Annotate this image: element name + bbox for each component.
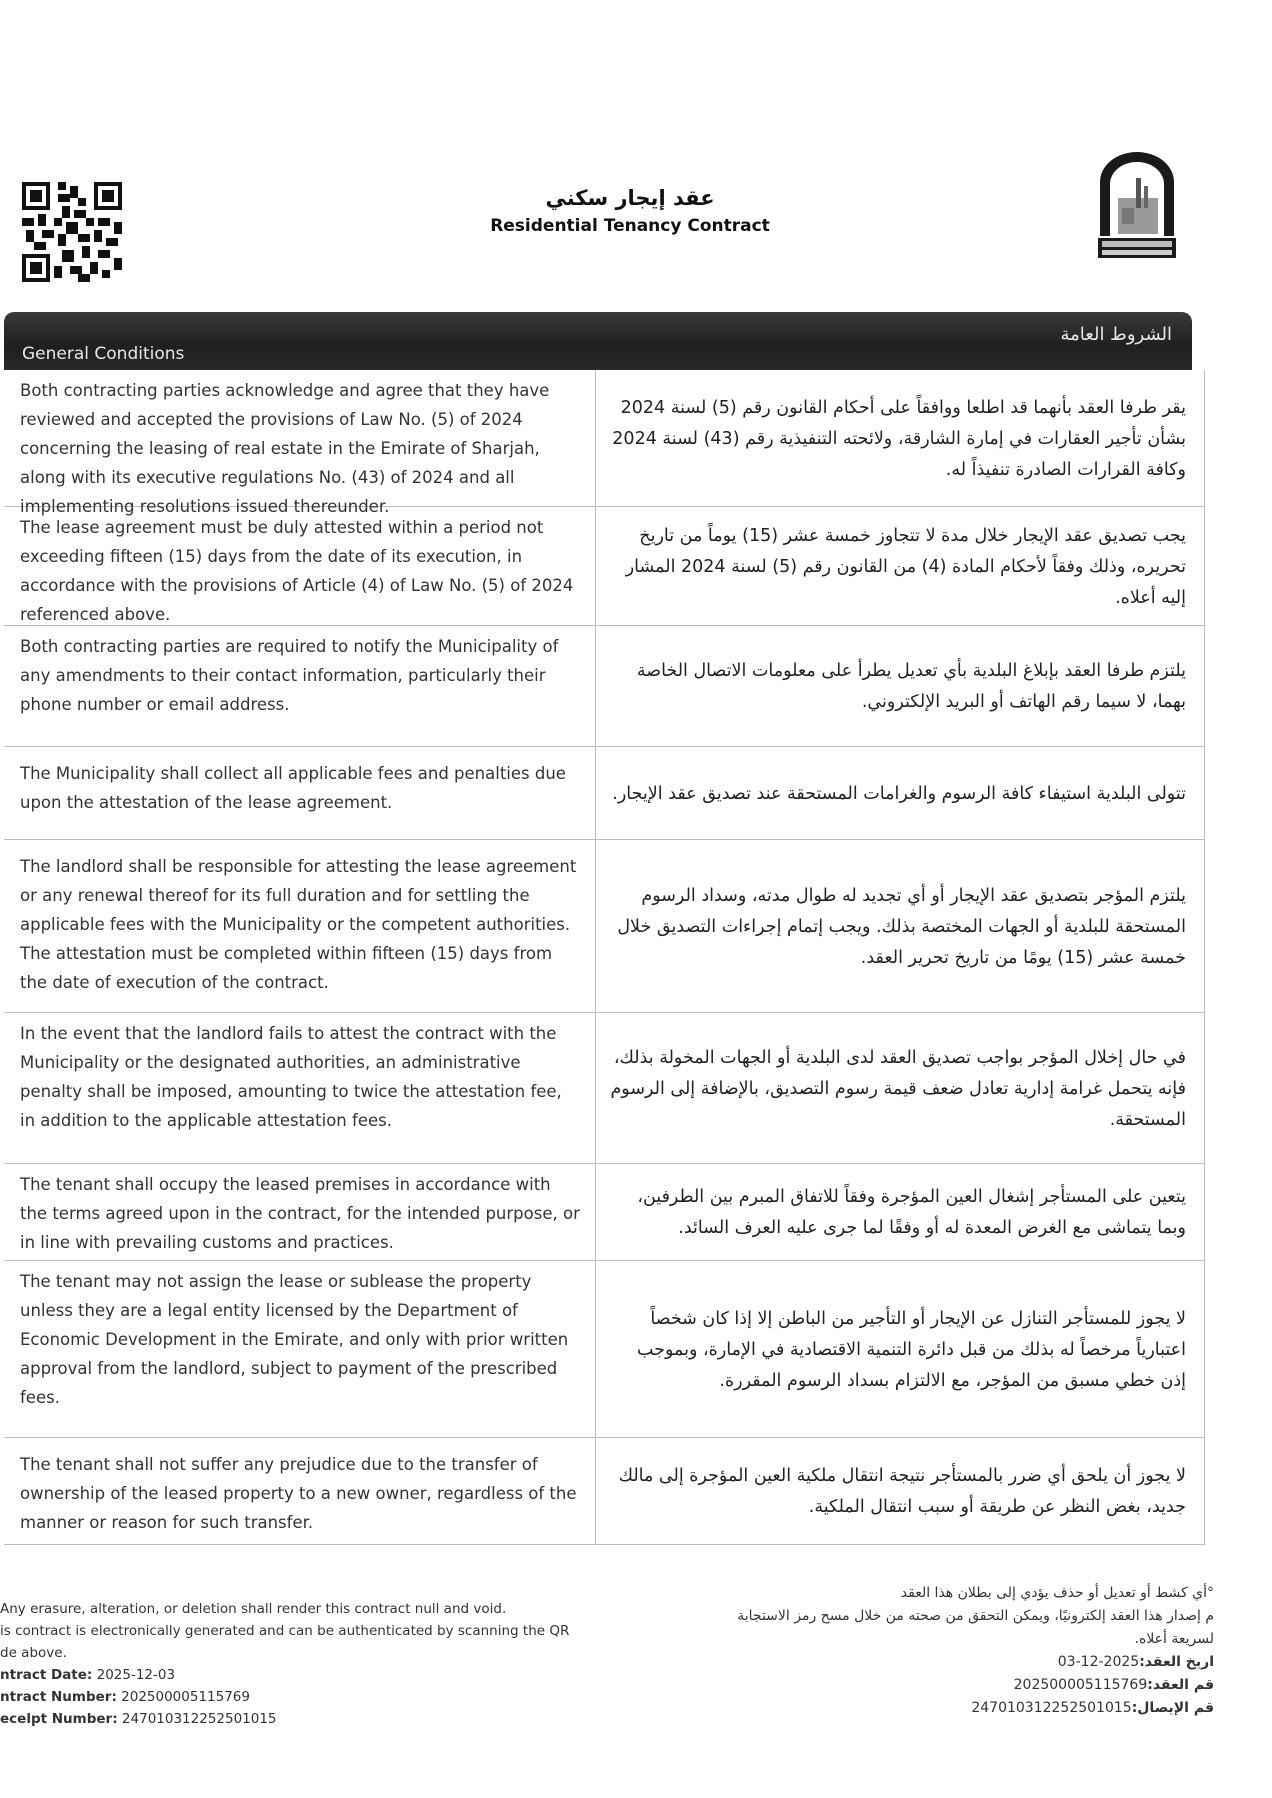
footer-note-3: de above. — [0, 1645, 67, 1661]
condition-ar: يقر طرفا العقد بأنهما قد اطلعا ووافقاً على أحكام القانون رقم (5) لسنة 2024 بشأن تأجير العقارات في إمارة الشارقة، ولائحته التنفيذية رقم (43) لسنة 2024 وكافة القرارات الصادرة تنفيذاً له. — [612, 397, 1186, 480]
footer-note-1: Any erasure, alteration, or deletion shall render this contract null and void. — [0, 1601, 507, 1617]
condition-row — [4, 747, 1204, 840]
condition-row — [4, 1261, 1204, 1438]
condition-en: Both contracting parties acknowledge and agree that they have reviewed and accepted the provisions of Law No. (5) of 2024 concerning the leasing of real estate in the Emirate of Sharjah, along with its executive regulations No. (43) of 2024 and all implementing resolutions issued thereunder. — [4, 370, 596, 506]
condition-en: The Municipality shall collect all applicable fees and penalties due upon the attestation of the lease agreement. — [4, 747, 596, 839]
contract-date: ntract Date: 2025-12-03 — [0, 1667, 176, 1683]
footer-english — [0, 1598, 620, 1730]
condition-ar: يجب تصديق عقد الإيجار خلال مدة لا تتجاوز خمسة عشر (15) يوماً من تاريخ تحريره، وذلك وفقاً لأحكام المادة (4) من القانون رقم (5) لسنة 2024 المشار إليه أعلاه. — [625, 525, 1186, 608]
condition-en: The tenant shall not suffer any prejudice due to the transfer of ownership of the leased property to a new owner, regardless of the manner or reason for such transfer. — [4, 1438, 596, 1544]
qr-code-icon — [22, 182, 122, 282]
condition-en: The lease agreement must be duly attested within a period not exceeding fifteen (15) days from the date of its execution, in accordance with the provisions of Article (4) of Law No. (5) of 2024 referenced above. — [4, 507, 596, 625]
footer-note-ar-2: م إصدار هذا العقد إلكترونيًا، ويمكن التحقق من صحته من خلال مسح رمز الاستجابة — [737, 1608, 1214, 1624]
condition-row — [4, 1438, 1204, 1545]
condition-row — [4, 1013, 1204, 1164]
title-arabic: عقد إيجار سكني — [545, 186, 715, 210]
condition-ar: في حال إخلال المؤجر بواجب تصديق العقد لدى البلدية أو الجهات المخولة بذلك، فإنه يتحمل غرامة إدارية تعادل ضعف قيمة رسوم التصديق، بالإضافة إلى الرسوم المستحقة. — [610, 1047, 1186, 1130]
condition-ar: يتعين على المستأجر إشغال العين المؤجرة وفقاً للاتفاق المبرم بين الطرفين، وبما يتماشى مع الغرض المعدة له أو وفقًا لما جرى عليه العرف السائد. — [637, 1187, 1186, 1238]
title-english: Residential Tenancy Contract — [490, 216, 770, 236]
condition-row — [4, 507, 1204, 626]
section-header-band — [4, 312, 1192, 370]
condition-en: The tenant shall occupy the leased premises in accordance with the terms agreed upon in the contract, for the intended purpose, or in line with prevailing customs and practices. — [4, 1164, 596, 1260]
receipt-number: ecelpt Number: 247010312252501015 — [0, 1711, 277, 1727]
condition-en: Both contracting parties are required to notify the Municipality of any amendments to their contact information, particularly their phone number or email address. — [4, 626, 596, 746]
footer-arabic — [654, 1582, 1214, 1720]
condition-en: The landlord shall be responsible for attesting the lease agreement or any renewal thereof for its full duration and for settling the applicable fees with the Municipality or the competent authorities. The attestation must be completed within fifteen (15) days from the date of execution of the contract. — [4, 840, 596, 1012]
condition-ar: يلتزم طرفا العقد بإبلاغ البلدية بأي تعديل يطرأ على معلومات الاتصال الخاصة بهما، لا سيما رقم الهاتف أو البريد الإلكتروني. — [636, 661, 1186, 712]
contract-date-ar: اريخ العقد:2025-12-03 — [1057, 1654, 1214, 1670]
contract-number-ar: قم العقد:202500005115769 — [1013, 1677, 1214, 1693]
footer-note-2: is contract is electronically generated and can be authenticated by scanning the QR — [0, 1623, 570, 1639]
condition-ar: يلتزم المؤجر بتصديق عقد الإيجار أو أي تجديد له طوال مدته، وسداد الرسوم المستحقة للبلدية أو الجهات المختصة بذلك. ويجب إتمام إجراءات التصديق خلال خمسة عشر (15) يومًا من تاريخ تحرير العقد. — [617, 885, 1186, 968]
conditions-table — [4, 370, 1205, 1545]
condition-row — [4, 626, 1204, 747]
sharjah-municipality-logo — [1092, 148, 1182, 260]
footer-note-ar-3: لسريعة أعلاه. — [1134, 1631, 1214, 1647]
receipt-number-ar: قم الإيصال:247010312252501015 — [971, 1700, 1214, 1716]
condition-row — [4, 1164, 1204, 1261]
footer-note-ar-1: °أي كشط أو تعديل أو حذف يؤدي إلى بطلان هذا العقد — [900, 1585, 1214, 1601]
section-title-en: General Conditions — [22, 344, 185, 364]
condition-ar: تتولى البلدية استيفاء كافة الرسوم والغرامات المستحقة عند تصديق عقد الإيجار. — [612, 783, 1186, 804]
condition-en: The tenant may not assign the lease or sublease the property unless they are a legal entity licensed by the Department of Economic Development in the Emirate, and only with prior written approval from the landlord, subject to payment of the prescribed fees. — [4, 1261, 596, 1437]
condition-row — [4, 370, 1204, 516]
document-title — [380, 186, 880, 236]
condition-row — [4, 840, 1204, 1013]
contract-number: ntract Number: 202500005115769 — [0, 1689, 250, 1705]
section-title-ar: الشروط العامة — [1060, 324, 1172, 345]
condition-en: In the event that the landlord fails to attest the contract with the Municipality or the designated authorities, an administrative penalty shall be imposed, amounting to twice the attestation fee, in addition to the applicable attestation fees. — [4, 1013, 596, 1163]
condition-ar: لا يجوز للمستأجر التنازل عن الإيجار أو التأجير من الباطن إلا إذا كان شخصاً اعتبارياً مرخصاً له بذلك من قبل دائرة التنمية الاقتصادية في الإمارة، وبموجب إذن خطي مسبق من المؤجر، مع الالتزام بسداد الرسوم المقررة. — [636, 1308, 1186, 1391]
condition-ar: لا يجوز أن يلحق أي ضرر بالمستأجر نتيجة انتقال ملكية العين المؤجرة إلى مالك جديد، بغض النظر عن طريقة أو سبب انتقال الملكية. — [618, 1466, 1186, 1517]
